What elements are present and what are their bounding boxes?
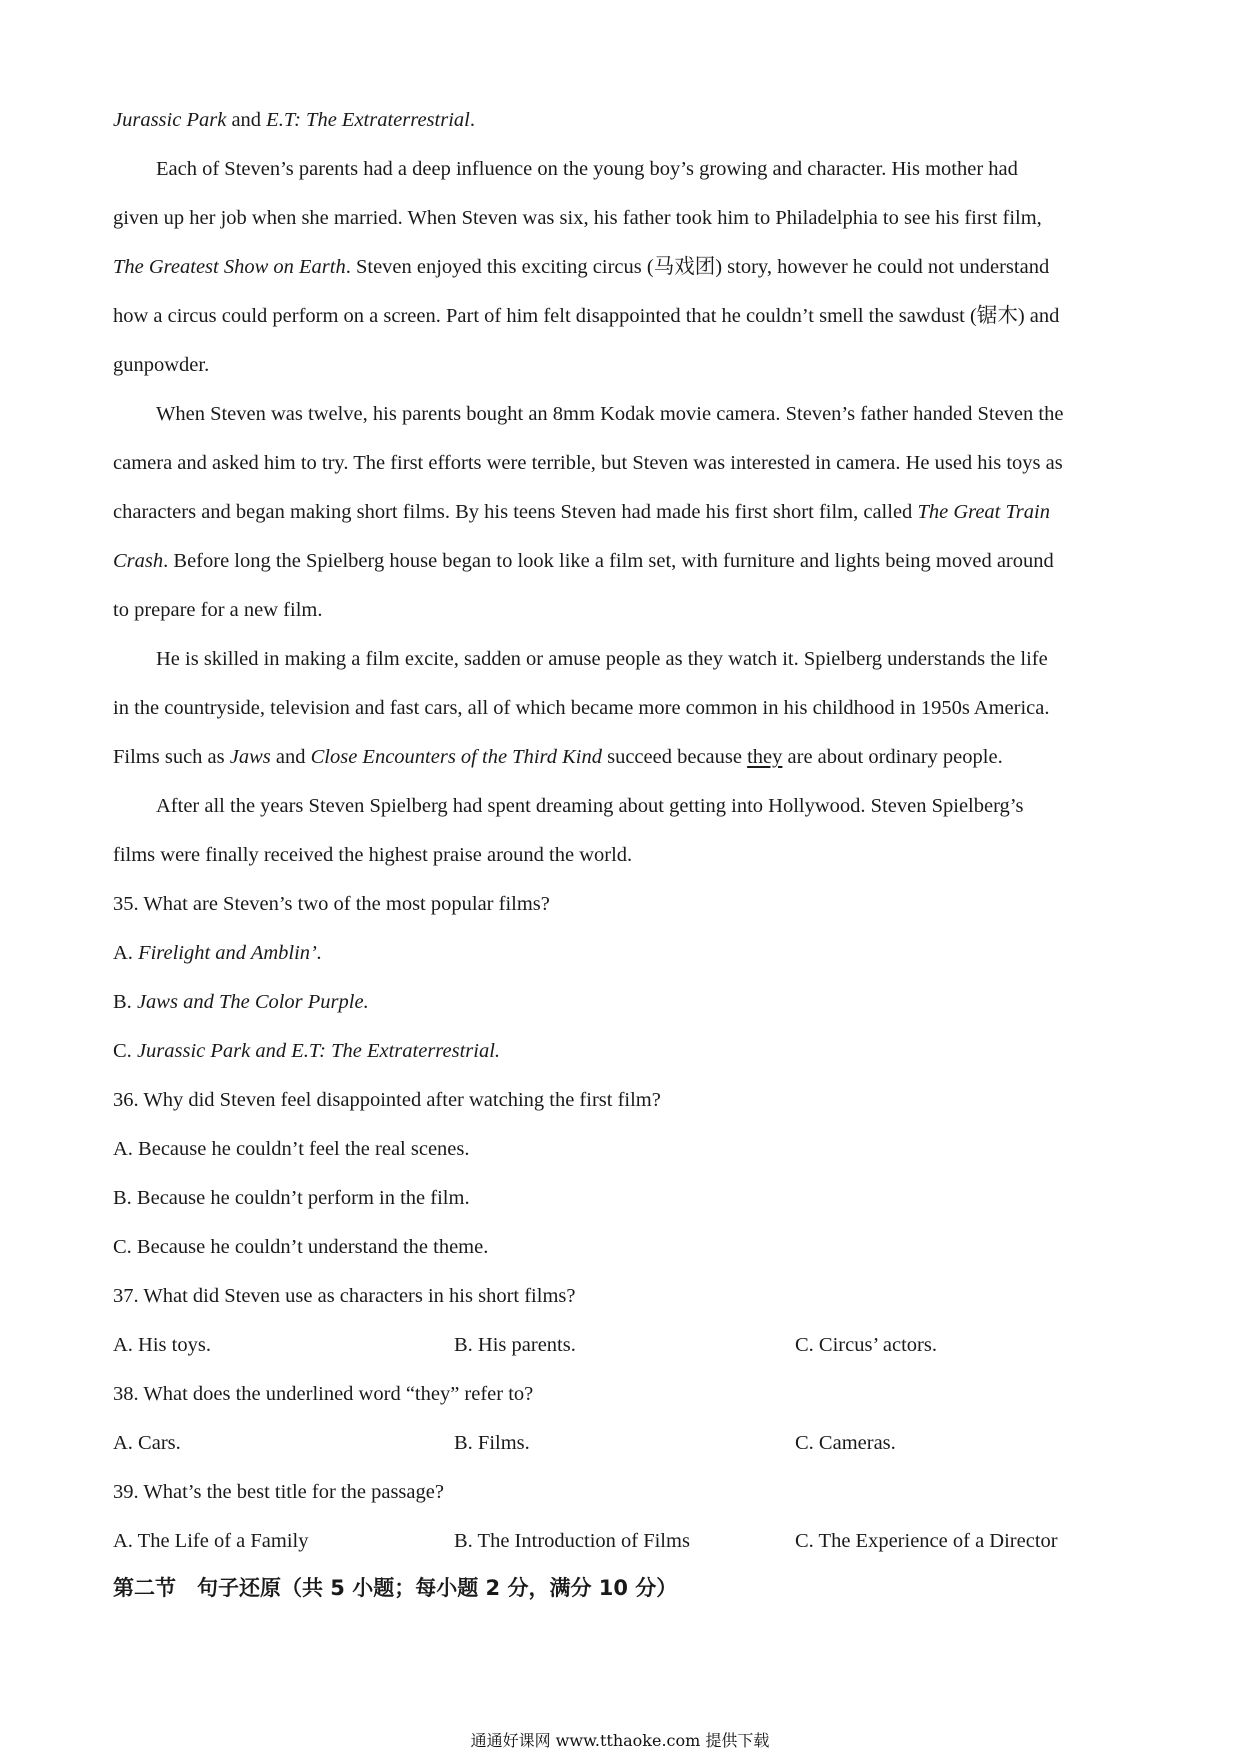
- question-37-stem: 37. What did Steven use as characters in his short films?: [113, 1285, 576, 1307]
- question-36-option-b: B. Because he couldn’t perform in the film.: [113, 1187, 470, 1209]
- reading-passage: [113, 96, 1133, 1566]
- paragraph-5-line-1: After all the years Steven Spielberg had spent dreaming about getting into Hollywood. Steven Spielberg’s: [156, 795, 1024, 817]
- film-title: E.T: The Extraterrestrial: [266, 109, 470, 131]
- question-38-option-a: A. Cars.: [113, 1432, 181, 1454]
- film-title: The Great Train: [917, 501, 1050, 523]
- text-span: Films such as: [113, 746, 230, 768]
- paragraph-4-line-1: He is skilled in making a film excite, sadden or amuse people as they watch it. Spielberg understands the life: [156, 648, 1048, 670]
- question-38-stem: 38. What does the underlined word “they” refer to?: [113, 1383, 534, 1405]
- text-span: . Steven enjoyed this exciting circus (马戏团) story, however he could not understand: [345, 256, 1050, 278]
- paragraph-3-line-5: to prepare for a new film.: [113, 599, 323, 621]
- underlined-word: they: [747, 746, 783, 768]
- question-38-option-b: B. Films.: [454, 1432, 530, 1454]
- passage-line: [113, 96, 1133, 145]
- text-span: succeed because: [601, 746, 748, 768]
- question-39-option-b: B. The Introduction of Films: [454, 1530, 690, 1552]
- paragraph-3-line-1: When Steven was twelve, his parents bought an 8mm Kodak movie camera. Steven’s father handed Steven the: [156, 403, 1064, 425]
- question-35-option-b: [113, 978, 1133, 1027]
- question-37-options: [113, 1321, 1133, 1370]
- question-36-stem: 36. Why did Steven feel disappointed after watching the first film?: [113, 1089, 661, 1111]
- question-35-stem: 35. What are Steven’s two of the most popular films?: [113, 893, 550, 915]
- question-35-option-a: [113, 929, 1133, 978]
- text-span: and: [226, 109, 267, 131]
- paragraph-4-line-3: [113, 733, 1133, 782]
- paragraph-2-line-1: Each of Steven’s parents had a deep influence on the young boy’s growing and character. His mother had: [156, 158, 1018, 180]
- section-heading: 第二节 句子还原（共 5 小题；每小题 2 分，满分 10 分）: [113, 1576, 678, 1600]
- text-span: .: [469, 109, 475, 131]
- film-title: Jurassic Park: [113, 109, 227, 131]
- question-37-option-a: A. His toys.: [113, 1334, 211, 1356]
- question-36-option-c: C. Because he couldn’t understand the theme.: [113, 1236, 489, 1258]
- film-title: Jaws: [229, 746, 271, 768]
- question-38-option-c: C. Cameras.: [795, 1432, 896, 1454]
- page-footer: 通通好课网 www.tthaoke.com 提供下载: [470, 1731, 770, 1750]
- paragraph-4-line-2: in the countryside, television and fast cars, all of which became more common in his childhood in 1950s America.: [113, 697, 1050, 719]
- question-38-options: [113, 1419, 1133, 1468]
- question-37-option-c: C. Circus’ actors.: [795, 1334, 937, 1356]
- paragraph-2-line-5: gunpowder.: [113, 354, 210, 376]
- question-36-option-a: A. Because he couldn’t feel the real scenes.: [113, 1138, 470, 1160]
- option-text: Jurassic Park and E.T: The Extraterrestrial.: [136, 1040, 501, 1062]
- option-label: C.: [113, 1040, 137, 1062]
- paragraph-3-line-4: [113, 537, 1133, 586]
- question-39-option-c: C. The Experience of a Director: [795, 1530, 1058, 1552]
- paragraph-2-line-4: how a circus could perform on a screen. Part of him felt disappointed that he couldn’t smell the sawdust (锯木) and: [113, 305, 1060, 327]
- text-span: . Before long the Spielberg house began to look like a film set, with furniture and lights being moved around: [163, 550, 1054, 572]
- paragraph-2-line-3: [113, 243, 1133, 292]
- paragraph-3-line-3: [113, 488, 1133, 537]
- film-title: Close Encounters of the Third Kind: [310, 746, 602, 768]
- paragraph-5-line-2: films were finally received the highest praise around the world.: [113, 844, 633, 866]
- question-39-option-a: A. The Life of a Family: [113, 1530, 309, 1552]
- question-37-option-b: B. His parents.: [454, 1334, 576, 1356]
- question-35-option-c: [113, 1027, 1133, 1076]
- question-39-stem: 39. What’s the best title for the passage?: [113, 1481, 444, 1503]
- paragraph-3-line-2: camera and asked him to try. The first efforts were terrible, but Steven was interested in camera. He used his toys as: [113, 452, 1063, 474]
- text-span: and: [270, 746, 311, 768]
- option-text: Jaws and The Color Purple.: [136, 991, 369, 1013]
- option-label: A.: [113, 942, 139, 964]
- film-title: Crash: [113, 550, 164, 572]
- question-39-options: [113, 1517, 1133, 1566]
- option-label: B.: [113, 991, 137, 1013]
- text-span: are about ordinary people.: [782, 746, 1003, 768]
- option-text: Firelight and Amblin’.: [138, 942, 322, 964]
- paragraph-2-line-2: given up her job when she married. When Steven was six, his father took him to Philadelphia to see his first film,: [113, 207, 1042, 229]
- film-title: The Greatest Show on Earth: [113, 256, 346, 278]
- text-span: characters and began making short films. By his teens Steven had made his first short film, called: [113, 501, 918, 523]
